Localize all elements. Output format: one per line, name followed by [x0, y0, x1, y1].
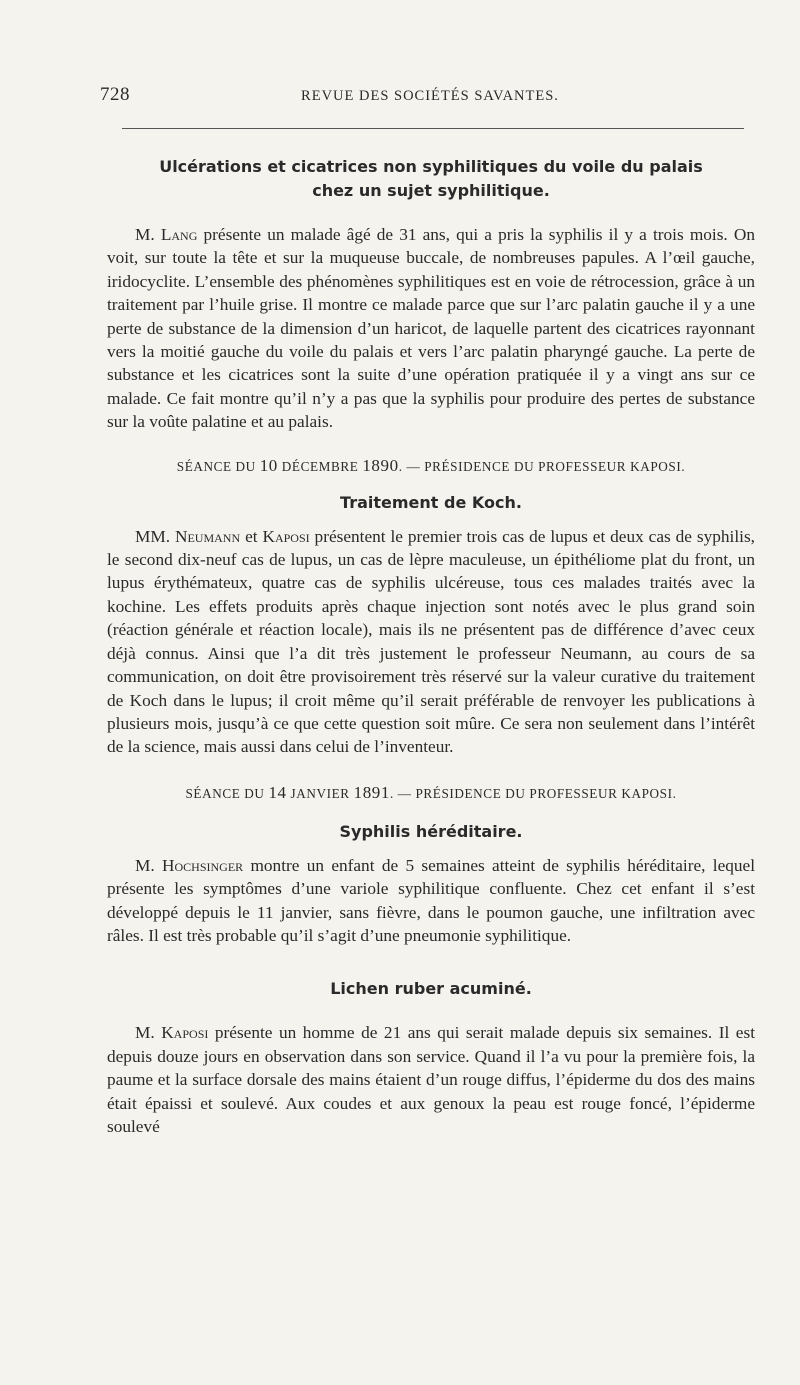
author-name: Kaposi: [161, 1023, 209, 1043]
seance-month: DÉCEMBRE: [277, 458, 363, 474]
paragraph-hochsinger: [107, 854, 755, 948]
author-name: Lang: [160, 225, 198, 244]
running-title: REVUE DES SOCIÉTÉS SAVANTES.: [301, 88, 559, 104]
section-title-koch: Traitement de Koch.: [340, 492, 522, 512]
author-prefix: M.: [135, 225, 161, 244]
paragraph-neumann-kaposi: [107, 525, 755, 759]
author-prefix: MM.: [135, 526, 175, 546]
section-title-ulcerations: [107, 155, 755, 203]
header-rule: [122, 128, 744, 129]
author-prefix: M.: [135, 1023, 162, 1043]
paragraph-lang: [107, 223, 755, 434]
seance-day: 10: [259, 455, 278, 475]
section-title-line-2: chez un sujet syphilitique.: [312, 181, 550, 200]
section-title-lichen-ruber: Lichen ruber acuminé.: [330, 979, 532, 999]
seance-heading-1: [107, 456, 755, 477]
paragraph-text: présente un homme de 21 ans qui serait malade depuis six semaines. Il est depuis douze jours en observation dans son service. Quand il l’a vu pour la première fois, la paume et la surface dorsale des mains étaient d’un rouge diffus, l’épiderme du dos des mains était épaissi et soulevé. Aux coudes et aux genoux la peau est rouge foncé, l’épiderme soulevé: [107, 1023, 755, 1136]
author-conjunction: et: [240, 526, 263, 546]
page-content: [107, 155, 755, 1138]
section-title-syphilis-hereditaire: Syphilis héréditaire.: [339, 821, 523, 841]
seance-suffix: . — PRÉSIDENCE DU PROFESSEUR KAPOSI.: [390, 785, 677, 801]
seance-prefix: SÉANCE DU: [185, 785, 269, 801]
seance-suffix: . — PRÉSIDENCE DU PROFESSEUR KAPOSI.: [398, 458, 686, 474]
section-title-line-1: Ulcérations et cicatrices non syphilitiques du voile du palais: [159, 157, 703, 176]
paragraph-text: montre un enfant de 5 semaines atteint de syphilis héréditaire, lequel présente les symptômes d’une variole syphilitique confluente. Chez cet enfant il s’est développé depuis le 11 janvier, sans fièvre, dans le poumon gauche, une infiltration avec râles. Il est très probable qu’il s’agit d’une pneumonie syphilitique.: [107, 855, 755, 945]
seance-month: JANVIER: [286, 785, 354, 801]
paragraph-kaposi: [107, 1021, 755, 1138]
seance-prefix: SÉANCE DU: [176, 458, 260, 474]
page-number: 728: [100, 84, 130, 105]
paragraph-text: présente un malade âgé de 31 ans, qui a pris la syphilis il y a trois mois. On voit, sur toute la tête et sur la muqueuse buccale, de nombreuses papules. A l’œil gauche, iridocyclite. L’ensemble des phénomènes syphilitiques est en voie de rétrocession, grâce à un traitement par l’huile grise. Il montre ce malade parce que sur l’arc palatin gauche il y a une perte de substance de la dimension d’un haricot, de laquelle partent des cicatrices rayonnant vers la moitié gauche du voile du palais et vers l’arc palatin pharyngé gauche. La perte de substance et les cicatrices sont la suite d’une opération pratiquée il y a vingt ans sur ce malade. Ce fait montre qu’il n’y a pas que la syphilis pour produire des pertes de substance sur la voûte palatine et au palais.: [107, 225, 755, 432]
author-name-1: Neumann: [174, 526, 241, 546]
seance-day: 14: [268, 782, 287, 802]
seance-heading-2: [107, 783, 755, 804]
author-prefix: M.: [135, 855, 162, 875]
page-header: [100, 84, 760, 114]
seance-year: 1891: [353, 782, 390, 802]
author-name: Hochsinger: [162, 855, 244, 875]
seance-year: 1890: [362, 455, 399, 475]
paragraph-text: présentent le premier trois cas de lupus et deux cas de syphilis, le second dix-neuf cas de lupus, un cas de lèpre maculeuse, un épithéliome plat du front, un lupus érythémateux, quatre cas de syphilis ulcéreuse, tous ces malades traités avec la kochine. Les effets produits après chaque injection sont notés avec le plus grand soin (réaction générale et réaction locale), mais ils ne présentent pas de différence d’avec ceux déjà connus. Ainsi que l’a dit très justement le professeur Neumann, au cours de sa communication, on doit être provisoirement très réservé sur la valeur curative du traitement de Koch dans le lupus; il croit même qu’il serait préférable de renvoyer les publications à plusieurs mois, jusqu’à ce que cette question soit mûre. Ce sera non seulement dans l’intérêt de la science, mais aussi dans celui de l’inventeur.: [107, 526, 755, 757]
author-name-2: Kaposi: [262, 526, 310, 546]
